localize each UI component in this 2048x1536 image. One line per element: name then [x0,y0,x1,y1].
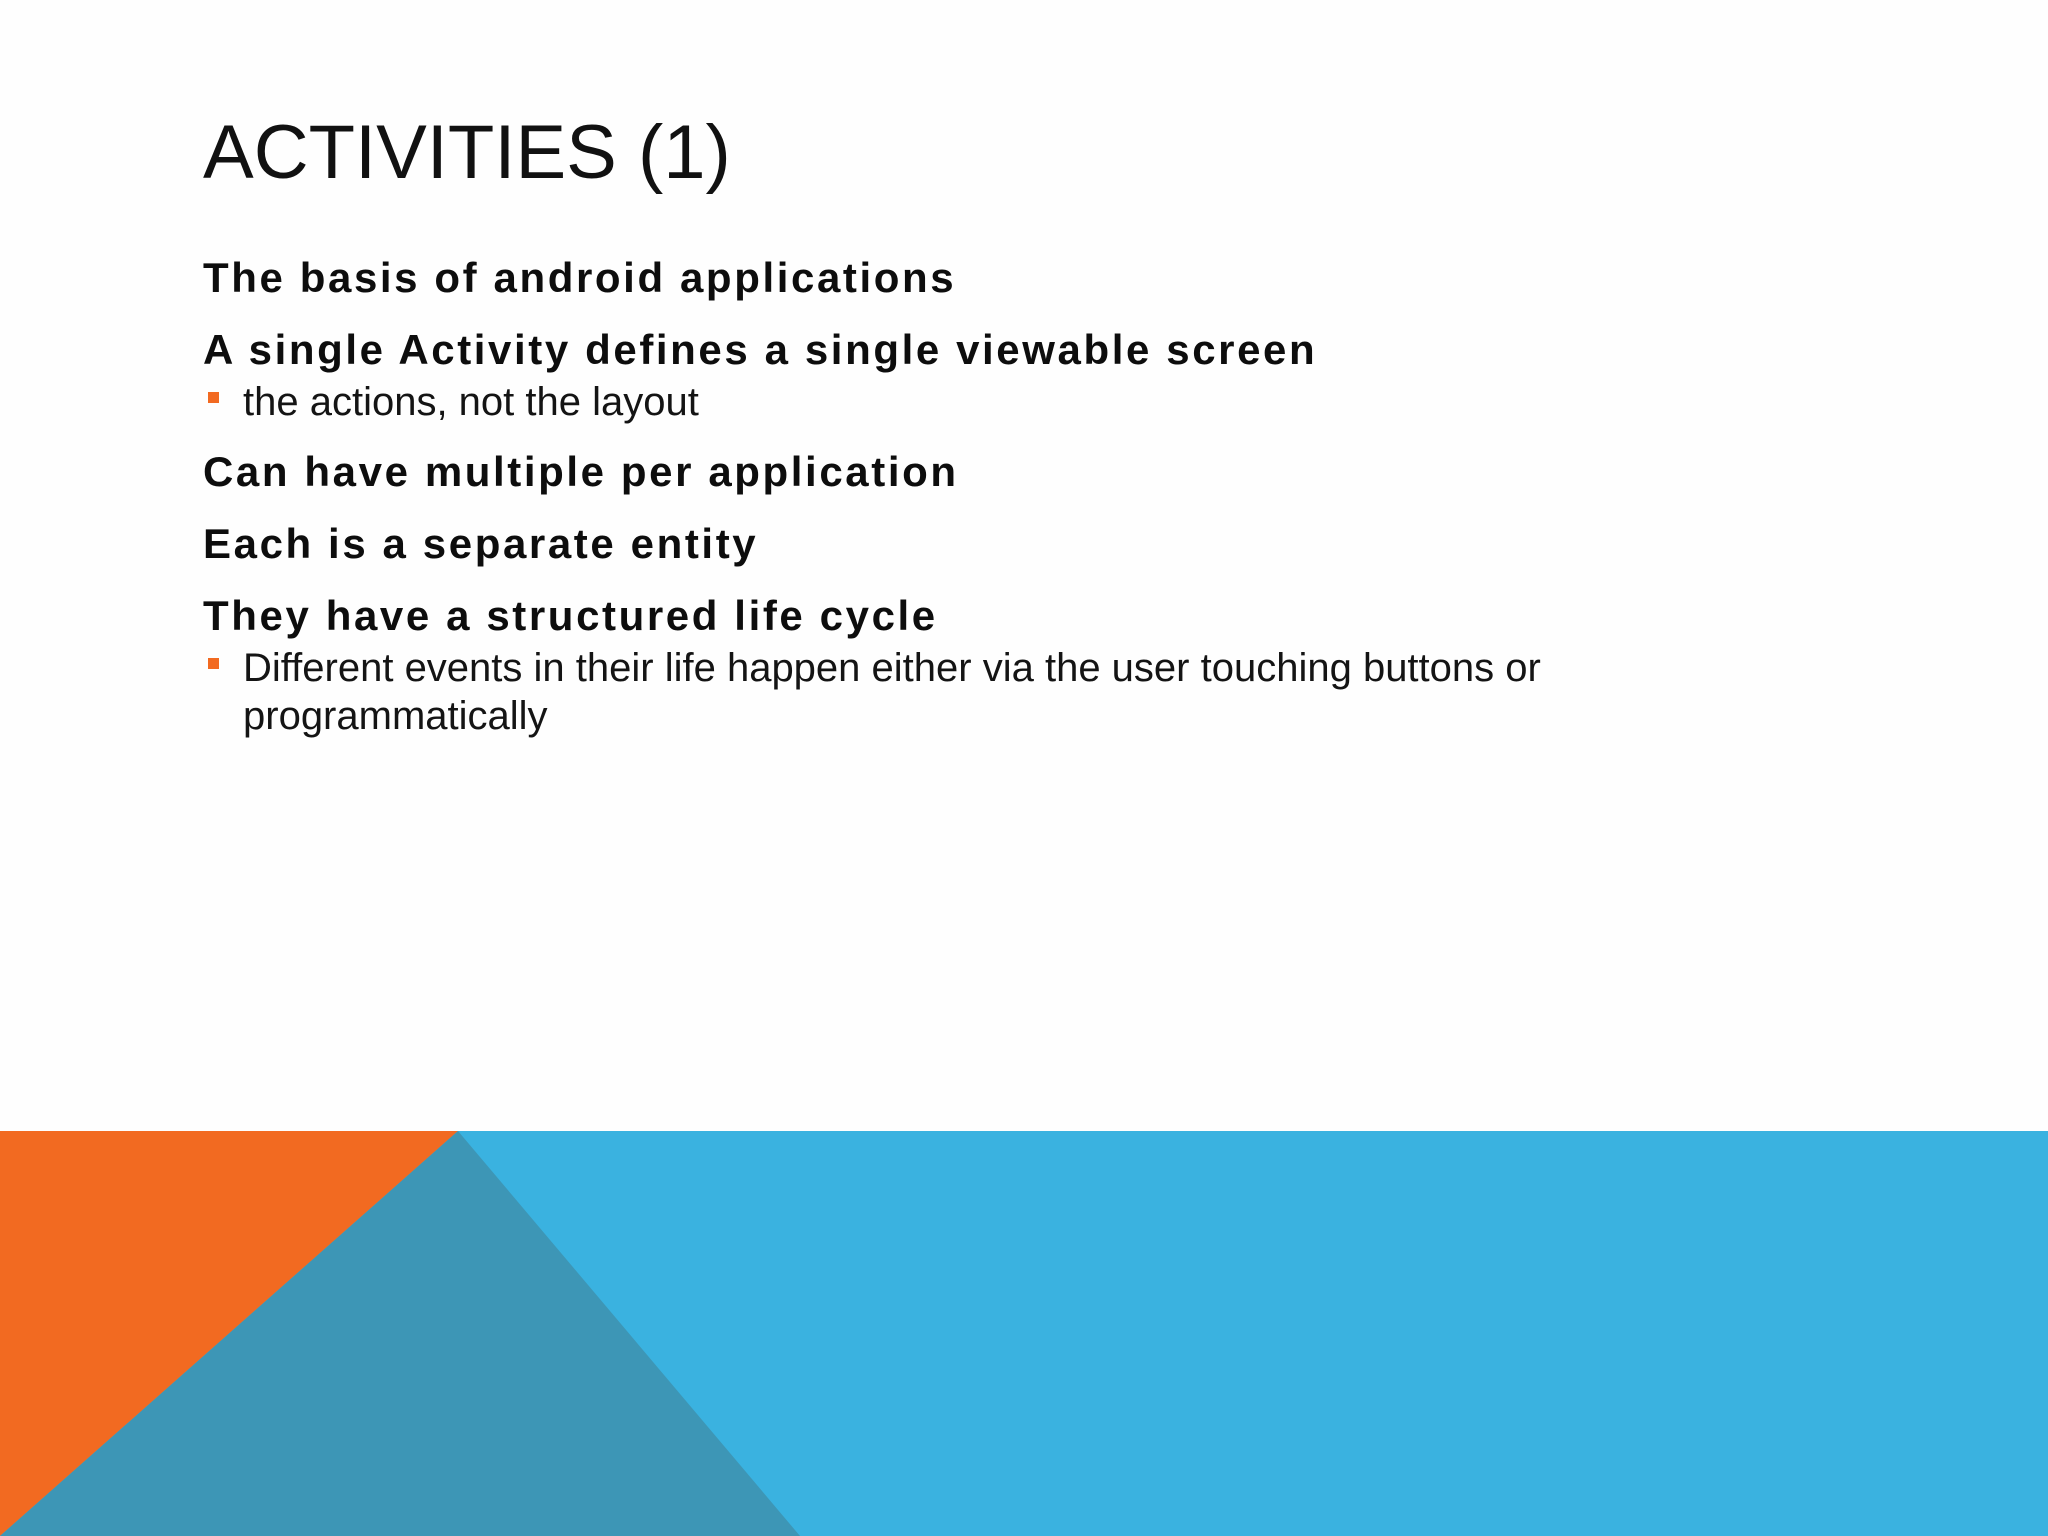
sub-list-item [203,644,1723,740]
sub-list-item-text: Different events in their life happen either via the user touching buttons or programmatically [243,646,1541,738]
footer-graphic [0,1131,2048,1536]
list-item: They have a structured life cycle [203,592,938,639]
square-bullet-icon [208,392,219,403]
slide-body [203,252,1803,760]
list-item: The basis of android applications [203,254,957,301]
slide-title: ACTIVITIES (1) [203,110,731,195]
square-bullet-icon [208,658,219,669]
list-item: Each is a separate entity [203,520,759,567]
list-item: Can have multiple per application [203,448,959,495]
sub-list-item-text: the actions, not the layout [243,380,699,424]
list-item: A single Activity defines a single viewable screen [203,326,1318,373]
sub-list-item [203,378,1803,426]
